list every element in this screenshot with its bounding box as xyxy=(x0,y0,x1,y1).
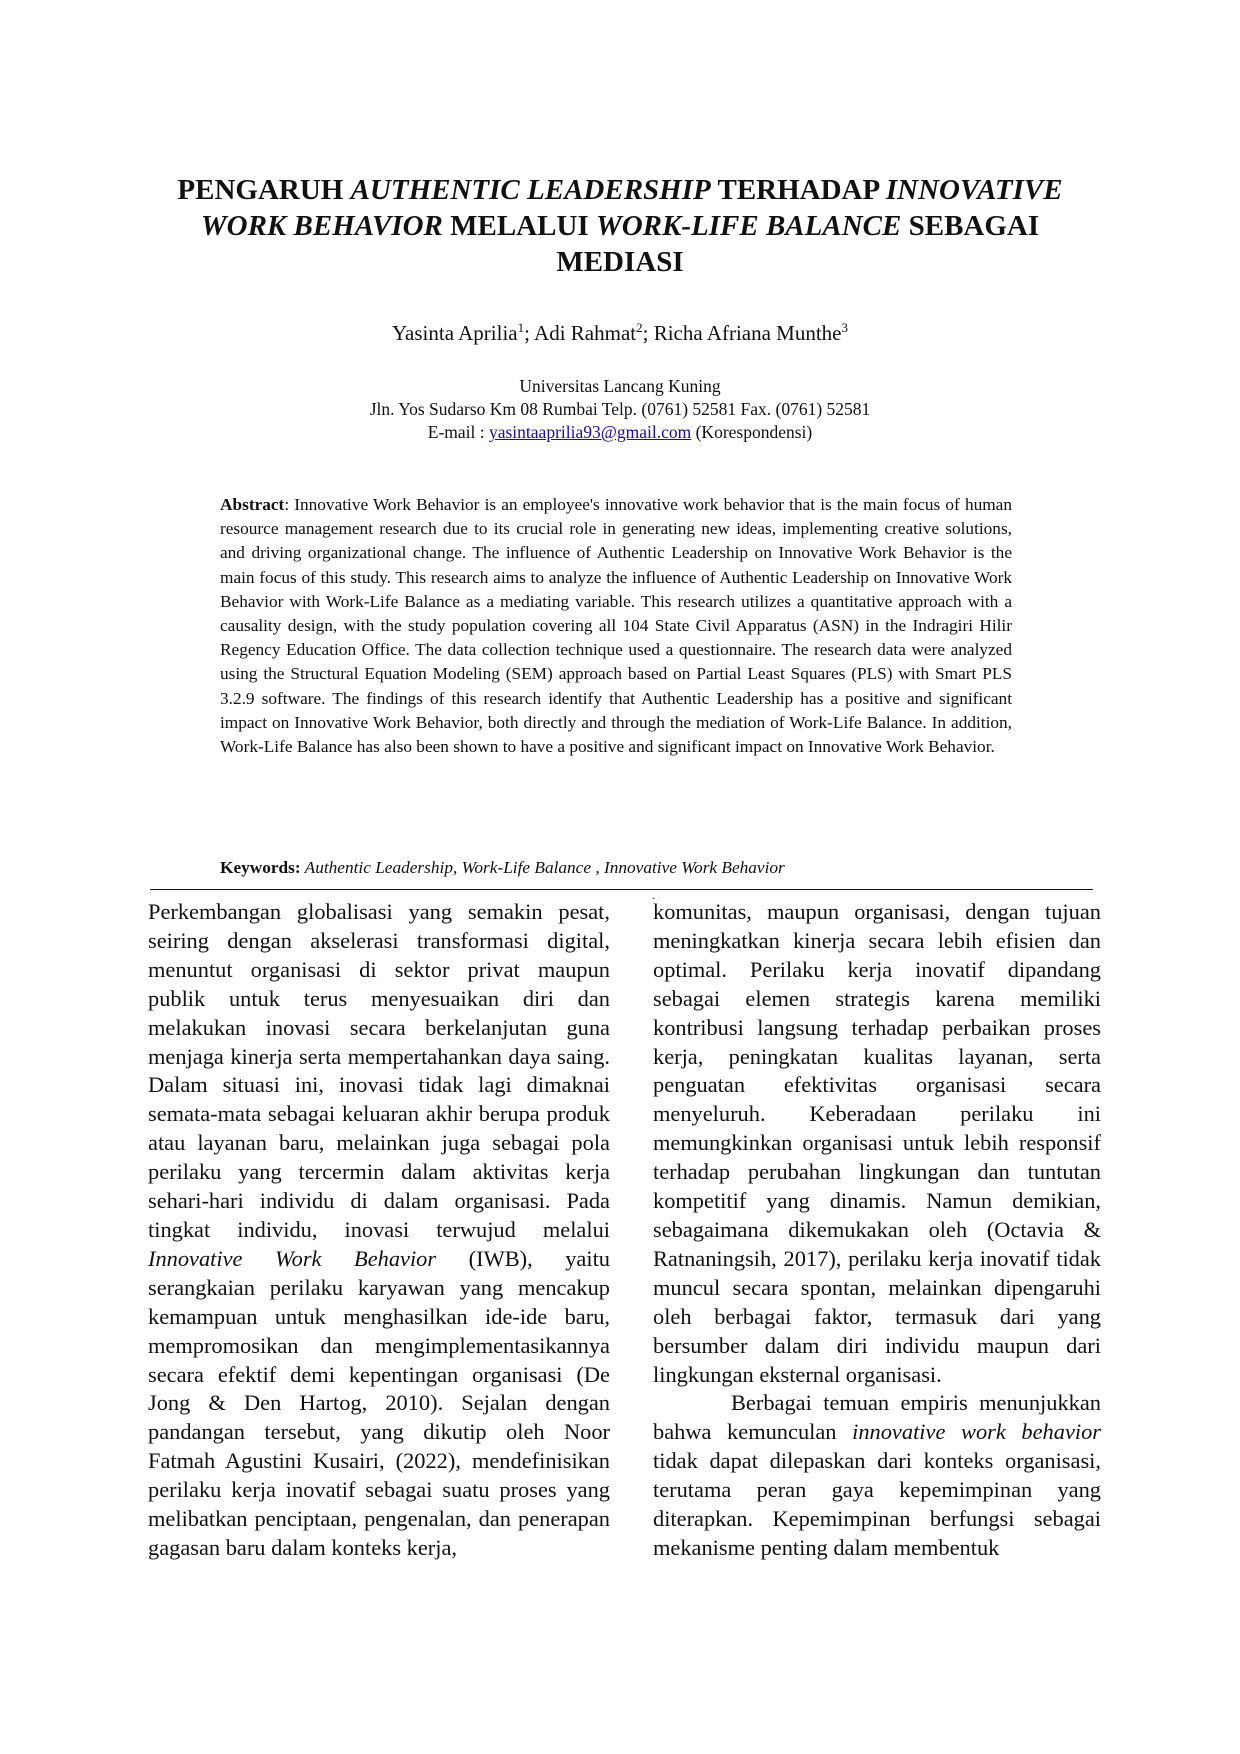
body-column-left xyxy=(148,898,610,1563)
italic-text-run: Innovative Work Behavior xyxy=(604,858,785,877)
affiliation-block xyxy=(120,375,1120,444)
text-run: TERHADAP xyxy=(710,174,886,206)
italic-text-run: INNOVATIVE xyxy=(885,174,1063,206)
text-run: komunitas, maupun organisasi, dengan tujuan meningkatkan kinerja secara lebih efisien dan optimal. Perilaku kerja inovatif dipandang sebagai elemen strategis karena memiliki kontribusi langsung terhadap perbaikan proses kerja, peningkatan kualitas layanan, serta penguatan efektivitas organisasi secara menyeluruh. Keberadaan perilaku ini memungkinkan organisasi untuk lebih responsif terhadap perubahan lingkungan dan tuntutan kompetitif yang dinamis. Namun demikian, sebagaimana dikemukakan oleh (Octavia & Ratnaningsih, 2017), perilaku kerja inovatif tidak muncul secara spontan, melainkan dipengaruhi oleh berbagai faktor, termasuk dari yang bersumber dalam diri individu maupun dari lingkungan eksternal organisasi. xyxy=(653,899,1101,1387)
abstract-text: : Innovative Work Behavior is an employee's innovative work behavior that is the main focus of human resource management research due to its crucial role in generating new ideas, implementing creative solutions, and driving organizational change. The influence of Authentic Leadership on Innovative Work Behavior is the main focus of this study. This research aims to analyze the influence of Authentic Leadership on Innovative Work Behavior with Work-Life Balance as a mediating variable. This research utilizes a quantitative approach with a causality design, with the study population covering all 104 State Civil Apparatus (ASN) in the Indragiri Hilir Regency Education Office. The data collection technique used a questionnaire. The research data were analyzed using the Structural Equation Modeling (SEM) approach based on Partial Least Squares (PLS) with Smart PLS 3.2.9 software. The findings of this research identify that Authentic Leadership has a positive and significant impact on Innovative Work Behavior, both directly and through the mediation of Work-Life Balance. In addition, Work-Life Balance has also been shown to have a positive and significant impact on Innovative Work Behavior. xyxy=(220,495,1012,757)
keywords-label: Keywords: xyxy=(220,858,301,877)
email-line xyxy=(120,421,1120,444)
italic-text-run: WORK BEHAVIOR xyxy=(200,210,443,242)
author-name: Adi Rahmat xyxy=(534,321,637,345)
email-note: (Korespondensi) xyxy=(691,422,813,442)
email-label: E-mail : xyxy=(427,422,489,442)
text-run: tidak dapat dilepaskan dari konteks organisasi, terutama peran gaya kepemimpinan yang diterapkan. Kepemimpinan berfungsi sebagai mekanisme penting dalam membentuk xyxy=(653,1448,1101,1560)
title-line xyxy=(120,172,1120,208)
abstract-label: Abstract xyxy=(220,495,285,514)
author-name: Richa Afriana Munthe xyxy=(653,321,842,345)
text-run: , xyxy=(591,858,604,877)
divider-dot: . xyxy=(652,888,655,902)
author-list xyxy=(120,320,1120,346)
text-run: Perkembangan globalisasi yang semakin pesat, seiring dengan akselerasi transformasi digital, menuntut organisasi di sektor privat maupun publik untuk terus menyesuaikan diri dan melakukan inovasi secara berkelanjutan guna menjaga kinerja serta mempertahankan daya saing. Dalam situasi ini, inovasi tidak lagi dimaknai semata-mata sebagai keluaran akhir berupa produk atau layanan baru, melainkan juga sebagai pola perilaku yang tercermin dalam aktivitas kerja sehari-hari individu di dalam organisasi. Pada tingkat individu, inovasi terwujud melalui xyxy=(148,899,610,1242)
text-run: (IWB), yaitu serangkaian perilaku karyawan yang mencakup kemampuan untuk menghasilkan ide-ide baru, mempromosikan dan mengimplementasikannya secara efektif demi kepentingan organisasi (De Jong & Den Hartog, 2010). Sejalan dengan pandangan tersebut, yang dikutip oleh Noor Fatmah Agustini Kusairi, (2022), mendefinisikan perilaku kerja inovatif sebagai suatu proses yang melibatkan penciptaan, pengenalan, dan penerapan gagasan baru dalam konteks kerja, xyxy=(148,1245,610,1560)
title-line xyxy=(120,208,1120,244)
author-separator: ; xyxy=(642,321,654,345)
author-affiliation-mark: 1 xyxy=(517,320,525,335)
text-run: MELALUI xyxy=(442,210,596,242)
italic-text-run: innovative work behavior xyxy=(852,1419,1102,1445)
body-column-right xyxy=(653,898,1101,1563)
section-divider xyxy=(150,889,1093,890)
italic-text-run: AUTHENTIC LEADERSHIP xyxy=(350,174,711,206)
author-affiliation-mark: 3 xyxy=(841,320,848,335)
keywords xyxy=(220,858,1020,878)
author-separator: ; xyxy=(524,321,535,345)
body-paragraph xyxy=(653,898,1101,1389)
abstract xyxy=(220,493,1012,759)
body-paragraph xyxy=(653,1389,1101,1562)
text-run: Berbagai temuan empiris menunjukkan bahwa kemunculan xyxy=(653,1390,1101,1445)
text-run: PENGARUH xyxy=(177,174,351,206)
author-name: Yasinta Aprilia xyxy=(391,321,518,345)
paper-title xyxy=(120,172,1120,280)
italic-text-run: Innovative Work Behavior xyxy=(148,1245,437,1271)
keywords-list xyxy=(301,858,785,877)
body-paragraph xyxy=(148,898,610,1563)
title-line xyxy=(120,244,1120,280)
italic-text-run: Authentic Leadership, Work-Life Balance xyxy=(300,858,592,877)
university-name: Universitas Lancang Kuning xyxy=(519,376,721,396)
text-run: MEDIASI xyxy=(556,246,684,278)
text-run: SEBAGAI xyxy=(901,210,1040,242)
email-link[interactable]: yasintaaprilia93@gmail.com xyxy=(488,422,692,442)
university-address: Jln. Yos Sudarso Km 08 Rumbai Telp. (0761) 52581 Fax. (0761) 52581 xyxy=(369,399,871,419)
author-affiliation-mark: 2 xyxy=(636,320,643,335)
italic-text-run: WORK-LIFE BALANCE xyxy=(595,210,902,242)
